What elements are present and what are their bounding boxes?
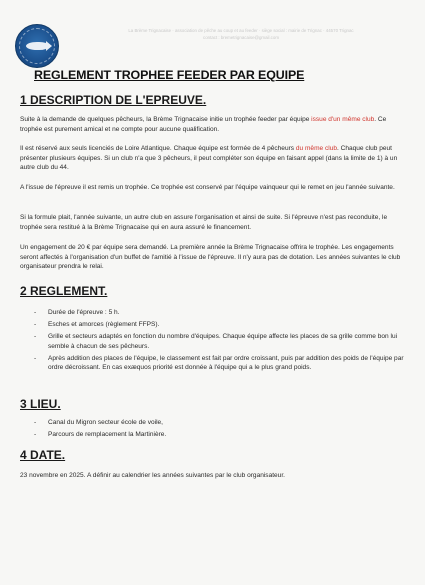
p1-highlight: issue d'un même club [311,116,375,123]
list-item: - Esches et amorces (règlement FFPS). [34,320,406,330]
letterhead [66,27,416,41]
list-item: - Parcours de remplacement la Martinière. [34,430,406,440]
section-1-paragraph-5: Un engagement de 20 € par équipe sera demandé. La première année la Brème Trignacaise offrira le trophée. Les engagements seront affectés à l'organisation d'un buffet de l'amitié à l'issue de l'épreuve. Il n'y aura pas de dotation. Les années suivantes le club organisateur prendra le relai. [20,244,401,271]
p2-highlight: du même club [295,145,337,152]
list-item: - Durée de l'épreuve : 5 h. [34,308,406,318]
fish-tail-icon [46,41,52,51]
document-title: REGLEMENT TROPHEE FEEDER PAR EQUIPE [34,68,305,82]
letterhead-line-2: contact : bremetrignacaise@gmail.com [203,35,279,40]
p2-text-a: Il est réservé aux seuls licenciés de Loire Atlantique. Chaque équipe est formée de 4 pêcheurs [20,145,296,152]
list-item: - Après addition des places de l'équipe, le classement est fait par ordre croissant, puis par addition des poids de l'équipe par ordre décroissant. En cas exæquos priorité est donnée à l'équipe qui a le plus grand poids. [34,354,406,373]
club-logo [15,24,59,68]
section-4-text: 23 novembre en 2025. A définir au calendrier les années suivantes par le club organisateur. [20,472,285,479]
section-4-heading: 4 DATE. [20,448,66,462]
section-1-paragraph-4: Si la formule plait, l'année suivante, un autre club en assure l'organisation et ainsi de suite. Si l'épreuve n'est pas reconduite, le trophée sera restitué à la Brème Trignacaise qui en aura assuré le financement. [20,214,388,231]
letterhead-line-1: La Brème Trignacaise · association de pêche au coup et au feeder · siège social : mairie de Trignac · 44570 Trignac [128,28,354,33]
section-2-list [34,308,406,375]
list-item: - Canal du Migron secteur école de voile, [34,418,406,428]
section-1-paragraph-3: A l'issue de l'épreuve il est remis un trophée. Ce trophée est conservé par l'équipe vainqueur qui le remet en jeu l'année suivante. [20,184,395,191]
p1-text-b: . Ce trophée est purement amical et ne compte pour aucune qualification. [20,116,387,133]
p2-text-b: . Chaque club peut présenter plusieurs équipes. Si un club n'a que 3 pêcheurs, il peut compléter son équipe en faisant appel (dans la limite de 1) à un autre club du 44. [20,145,398,172]
p1-text-a: Suite à la demande de quelques pêcheurs, la Brème Trignacaise initie un trophée feeder par équipe [20,116,312,123]
section-2-heading: 2 REGLEMENT. [20,284,108,298]
section-1-paragraph-1 [20,115,406,134]
section-3-list [34,418,406,442]
list-item: - Grille et secteurs adaptés en fonction du nombre d'équipes. Chaque équipe affecte les places de sa grille comme bon lui semble à chacun de ses pêcheurs. [34,332,406,351]
section-1-paragraph-2 [20,144,406,173]
section-1-heading: 1 DESCRIPTION DE L'EPREUVE. [20,93,207,107]
section-3-heading: 3 LIEU. [20,397,61,411]
fish-icon [26,42,48,50]
